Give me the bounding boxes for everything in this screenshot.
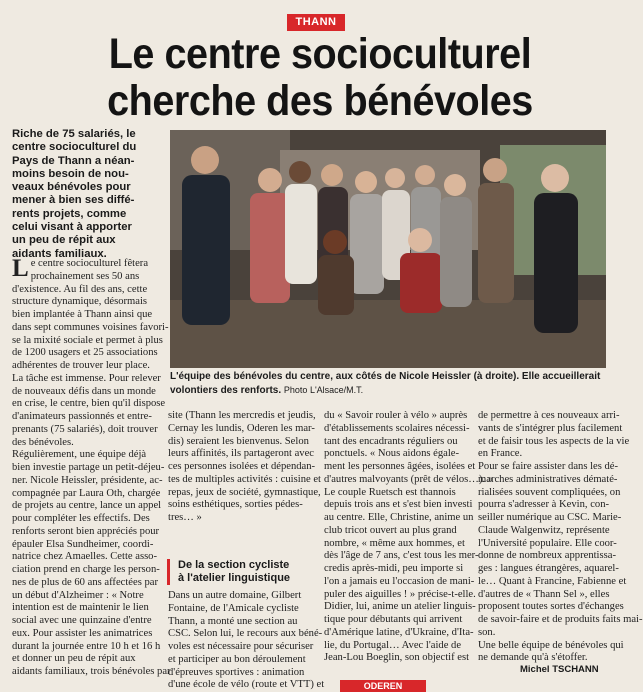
article-column-4: de permettre à ces nouveaux arri- vants de s'intégrer plus facilement et de faisir tous les aspects de la vie en France. Pour se faire assister dans les dé- marches administratives dématé- rialisées souvent compliquées, on pourra s'adresser à Kevin, con- seiller numérique au CSC. Marie- Claude Walgenwitz, représente l'Université populaire. Elle coor- donne de nombreux apprentissa- ges : langues étrangères, aquarel- le… Quant à Francine, Fabienne et d'autres de « Thann Sel », elles proposent toutes sortes d'échanges de savoir-faire et de produits faits mai- son. Une belle équipe de bénévoles qui ne demande qu'à s'étoffer. xyxy=(478,410,643,664)
drop-cap: L xyxy=(12,255,29,282)
next-section-tag: ODEREN xyxy=(340,680,426,692)
article-column-2-bottom: Dans un autre domaine, Gilbert Fontaine, de l'Amicale cycliste Thann, a monté une section au CSC. Selon lui, le recours aux béné- voles est nécessaire pour sécuriser et participer au bon déroulement d'épreuves sportives : animation d'une école de vélo (route et VTT) et xyxy=(168,590,325,691)
article-column-1: L e centre socioculturel fêtera prochainement ses 50 ans d'existence. Au fil des ans, cette structure dynamique, désormais bien implantée à Thann ainsi que dans sept communes voisines favori- se la mixité sociale et permet à plus de 1200 usagers et 25 associations adhérentes de trouver leur place. La tâche est immense. Pour relever de nouveaux défis dans un monde en crise, le centre, bien qu'il dispose d'animateurs passionnés et entre- prenants (75 salariés), doit trouver des bénévoles. Régulièrement, une équipe déjà bien investie partage un petit-déjeu- ner. Nicole Heissler, présidente, ac- compagnée par Laura Oth, chargée de projets au centre, lance un appel pour compléter les effectifs. Des renforts seront bien appréciés pour épauler Elsa Sundheimer, coordi- natrice chez Amaelles. Cette asso- ciation prend en charge les person- nes de plus de 60 ans affectées par un début d'Alzheimer : « Notre intention est de maintenir le lien social avec une quinzaine d'entre eux. Pour assister les animatrices durant la journée entre 10 h et 16 h et donner un peu de répit aux aidants familiaux, trois bénévoles par xyxy=(12,255,171,677)
photo-caption: L'équipe des bénévoles du centre, aux côtés de Nicole Heissler (à droite). Elle accueillerait volontiers des renforts. Photo L'Alsace/M.T. xyxy=(170,371,601,396)
byline: Michel TSCHANN xyxy=(520,664,599,675)
photo-credit: Photo L'Alsace/M.T. xyxy=(283,384,364,395)
group-photo-illustration xyxy=(170,130,606,368)
headline-line-2: cherche des bénévoles xyxy=(107,77,533,125)
section-tag: THANN xyxy=(287,14,345,31)
article-column-3: du « Savoir rouler à vélo » auprès d'établissements scolaires nécessi- tant des encadrants réguliers ou ponctuels. « Nous aidons égale- ment les personnes âgées, isolées et d'autres malvoyants (prêt de vélos…). » Le couple Ruetsch est thannois depuis trois ans et s'est bien investi au centre. Elle, Christine, anime un club tricot ouvert au plus grand nombre, « même aux hommes, et dès l'âge de 7 ans, c'est tous les mer- credis après-midi, peu importe si l'on a jamais eu l'occasion de mani- puler des aiguilles ! » précise-t-elle. Didier, lui, anime un atelier linguis- tique pour débutants qui arrivent d'Amérique latine, d'Ukraine, d'Ita- lie, du Portugal… Avec l'aide de Jean-Lou Boeglin, son objectif est xyxy=(324,410,494,664)
section-subhead: De la section cycliste à l'atelier linguistique xyxy=(167,559,328,585)
lead-paragraph: Riche de 75 salariés, le centre socioculturel du Pays de Thann a néan- moins besoin de nou- veaux bénévoles pour mener à bien ses diffé- rents projets, comme celui visant à apporter un peu de répit aux aidants familiaux. xyxy=(12,128,137,260)
headline-line-1: Le centre socioculturel xyxy=(108,30,532,78)
group-photo xyxy=(170,130,606,368)
article-column-2-top: site (Thann les mercredis et jeudis, Cernay les lundis, Oderen les mar- dis) seraient les bienvenus. Selon leurs affinités, ils partageront avec ces personnes isolées et dépendan- tes de multiples activités : cuisine et repas, jeux de société, gymnastique, soins esthétiques, sorties pédes- tres… » xyxy=(168,410,321,523)
